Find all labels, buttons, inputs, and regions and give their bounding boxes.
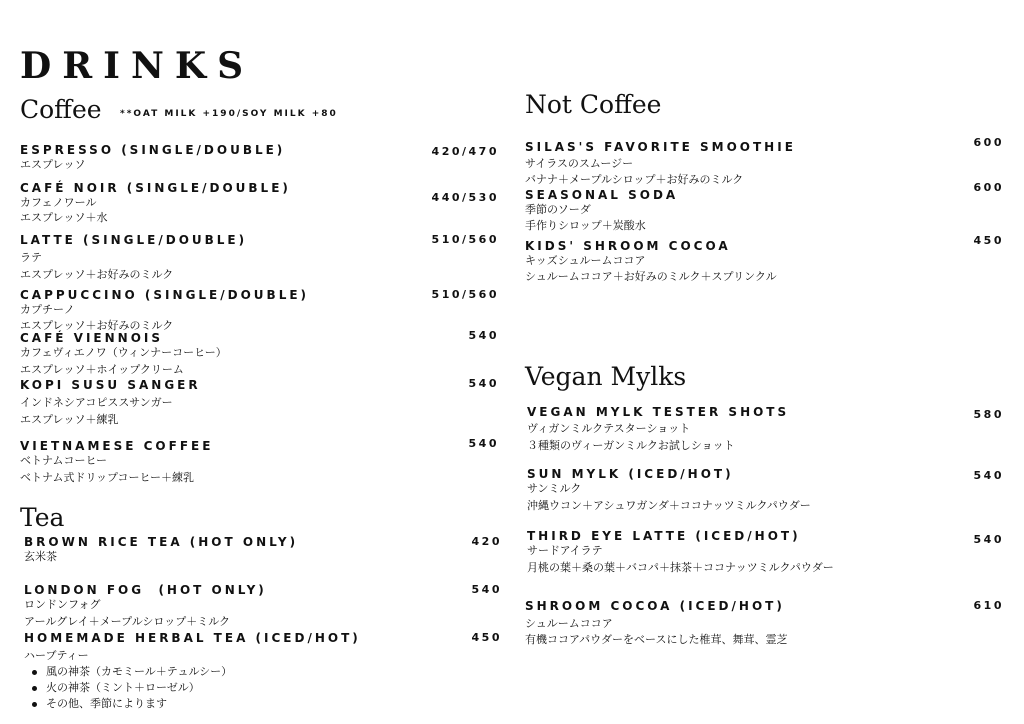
item-name: VIETNAMESE COFFEE [20,439,214,453]
item-description: ベトナム式ドリップコーヒー＋練乳 [20,471,195,484]
item-price: 510/560 [431,288,499,301]
item-name: VEGAN MYLK TESTER SHOTS [527,405,790,419]
tea-heading: Tea [20,503,65,532]
item-price: 540 [468,329,499,342]
menu-item-london-fog [24,583,267,629]
item-name: SEASONAL SODA [525,188,679,202]
item-name: THIRD EYE LATTE (ICED/HOT) [527,529,801,543]
menu-title: DRINKS [20,45,255,87]
menu-item-seasonal-soda [525,188,678,233]
item-price: 540 [468,377,499,390]
item-price: 420 [471,535,502,548]
herbal-tea-list [24,664,361,712]
item-name: ESPRESSO (SINGLE/DOUBLE) [20,143,286,157]
item-price: 450 [471,631,502,644]
not-coffee-heading: Not Coffee [525,90,662,119]
item-description: シュルームココア＋お好みのミルク＋スプリンクル [525,270,777,283]
item-description: バナナ＋メープルシロップ＋お好みのミルク [525,173,744,186]
item-jp-name: ラテ [20,251,42,264]
item-jp-name: キッズシュルームココア [525,254,646,267]
menu-item-sun-mylk [527,467,811,513]
item-price: 540 [973,533,1004,546]
item-jp-name: カフェヴィエノワ（ウィンナーコーヒー） [20,346,227,359]
menu-item-vietnamese-coffee [20,439,213,485]
list-item: その他、季節によります [24,696,361,712]
item-jp-name: カフェノワール [20,196,97,209]
item-price: 580 [973,408,1004,421]
coffee-heading: Coffee [20,95,102,124]
item-jp-name: インドネシアコピススサンガー [20,396,173,409]
item-name: CAFÉ NOIR (SINGLE/DOUBLE) [20,181,291,195]
item-description: 沖縄ウコン＋アシュワガンダ＋ココナッツミルクパウダー [527,499,811,512]
menu-item-tester-shots [527,405,789,453]
item-jp-name: ヴィガンミルクテスターショット [527,422,691,435]
item-name: BROWN RICE TEA (HOT ONLY) [24,535,299,549]
item-jp-name: サードアイラテ [527,544,603,557]
item-name: CAPPUCCINO (SINGLE/DOUBLE) [20,288,310,302]
item-name: CAFÉ VIENNOIS [20,331,164,345]
item-jp-name: ロンドンフォグ [24,598,101,611]
item-price: 610 [973,599,1004,612]
item-jp-name: ベトナムコーヒー [20,454,108,467]
item-name: SHROOM COCOA (ICED/HOT) [525,599,785,613]
menu-item-latte [20,233,247,282]
list-item: 火の神茶（ミント＋ローゼル） [24,680,361,696]
item-name: HOMEMADE HERBAL TEA (ICED/HOT) [24,631,361,645]
menu-item-herbal-tea [24,631,361,712]
menu-item-cafe-viennois [20,331,227,377]
item-name: KOPI SUSU SANGER [20,378,201,392]
item-price: 450 [973,234,1004,247]
menu-item-shroom-cocoa [525,599,787,647]
item-price: 600 [973,181,1004,194]
item-price: 540 [471,583,502,596]
menu-item-espresso [20,143,285,172]
item-name: LATTE (SINGLE/DOUBLE) [20,233,248,247]
item-jp-name: エスプレッソ [20,158,86,171]
item-jp-name: カプチーノ [20,303,75,316]
item-name: SUN MYLK (ICED/HOT) [527,467,734,481]
item-price: 440/530 [431,191,499,204]
item-jp-name: 玄米茶 [24,550,57,563]
item-description: ３種類のヴィーガンミルクお試しショット [527,439,735,452]
item-name: KIDS' SHROOM COCOA [525,239,731,253]
item-price: 540 [973,469,1004,482]
milk-note: **OAT MILK +190/SOY MILK +80 [120,109,338,119]
menu-item-cappuccino [20,288,309,333]
item-description: 月桃の葉＋桑の葉＋バコパ＋抹茶＋ココナッツミルクパウダー [527,561,834,574]
item-description: エスプレッソ＋お好みのミルク [20,319,174,332]
menu-item-kopi-susu-sanger [20,378,201,427]
menu-item-smoothie [525,140,796,187]
item-description: エスプレッソ＋ホイップクリーム [20,363,184,376]
menu-item-brown-rice-tea [24,535,298,564]
item-jp-name: 季節のソーダ [525,203,591,216]
item-name: SILAS'S FAVORITE SMOOTHIE [525,140,796,154]
item-description: エスプレッソ＋水 [20,211,108,224]
item-jp-name: シュルームココア [525,617,613,630]
list-item: 風の神茶（カモミール＋テュルシー） [24,664,361,680]
item-price: 600 [973,136,1004,149]
item-price: 540 [468,437,499,450]
item-description: エスプレッソ＋練乳 [20,413,119,426]
menu-item-kids-shroom-cocoa [525,239,777,284]
item-description: 有機ココアパウダーをベースにした椎茸、舞茸、霊芝 [525,633,788,646]
item-jp-name: サイラスのスムージー [525,157,634,170]
menu-item-cafe-noir [20,181,291,225]
item-name: LONDON FOG (HOT ONLY) [24,583,267,597]
item-description: エスプレッソ＋お好みのミルク [20,268,174,281]
vegan-mylks-heading: Vegan Mylks [525,362,687,391]
item-jp-name: ハーブティー [24,649,89,662]
item-description: アールグレイ＋メープルシロップ＋ミルク [24,615,230,628]
item-price: 420/470 [431,145,499,158]
menu-item-third-eye-latte [527,529,834,575]
item-price: 510/560 [431,233,499,246]
item-description: 手作りシロップ＋炭酸水 [525,219,646,232]
item-jp-name: サンミルク [527,482,582,495]
